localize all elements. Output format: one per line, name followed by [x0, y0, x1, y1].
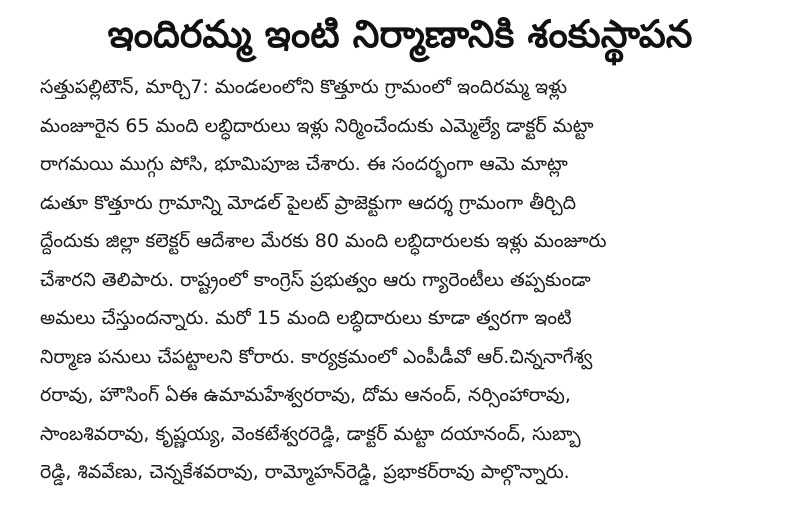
body-line: డుతూ కొత్తూరు గ్రామాన్ని మోడల్ పైలట్ ప్రాజెక్టుగా ఆదర్శ గ్రామంగా తీర్చిది	[40, 191, 577, 214]
body-line: మంజూరైన 65 మంది లబ్ధిదారులు ఇళ్లు నిర్మించేందుకు ఎమ్మెల్యే డాక్టర్ మట్టా	[40, 114, 594, 137]
body-line: సాంబశివరావు, కృష్ణయ్య, వెంకటేశ్వరరెడ్డి, డాక్టర్ మట్టా దయానంద్, సుబ్బా	[40, 422, 581, 445]
body-line: రరావు, హౌసింగ్ ఏఈ ఉమామహేశ్వరరావు, దోమ ఆనంద్, నర్సింహారావు,	[40, 384, 571, 406]
body-line: రాగమయి ముగ్గు పోసి, భూమిపూజ చేశారు. ఈ సందర్భంగా ఆమె మాట్లా	[40, 153, 568, 175]
body-line: ద్దేందుకు జిల్లా కలెక్టర్ ఆదేశాల మేరకు 80 మంది లబ్ధిదారులకు ఇళ్లు మంజూరు	[40, 230, 607, 252]
body-line: సత్తుపల్లిటౌన్, మార్చి7: మండలంలోని కొత్తూరు గ్రామంలో ఇందిరమ్మ ఇళ్లు	[40, 76, 568, 98]
body-line: రెడ్డి, శివవేణు, చెన్నకేశవరావు, రామ్మోహన్‌రెడ్డి, ప్రభాకర్‌రావు పాల్గొన్నారు.	[40, 461, 570, 483]
body-line: చేశారని తెలిపారు. రాష్ట్రంలో కాంగ్రెస్ ప్రభుత్వం ఆరు గ్యారెంటీలు తప్పకుండా	[40, 268, 591, 291]
body-line: అమలు చేస్తుందన్నారు. మరో 15 మంది లబ్ధిదారులు కూడా త్వరగా ఇంటి	[40, 307, 572, 329]
body-line: నిర్మాణ పనులు చేపట్టాలని కోరారు. కార్యక్రమంలో ఎంపీడీవో ఆర్.చిన్ననాగేశ్వ	[40, 345, 593, 368]
headline: ఇందిరమ్మ ఇంటి నిర్మాణానికి శంకుస్థాపన	[107, 12, 693, 56]
article-body	[40, 68, 760, 492]
